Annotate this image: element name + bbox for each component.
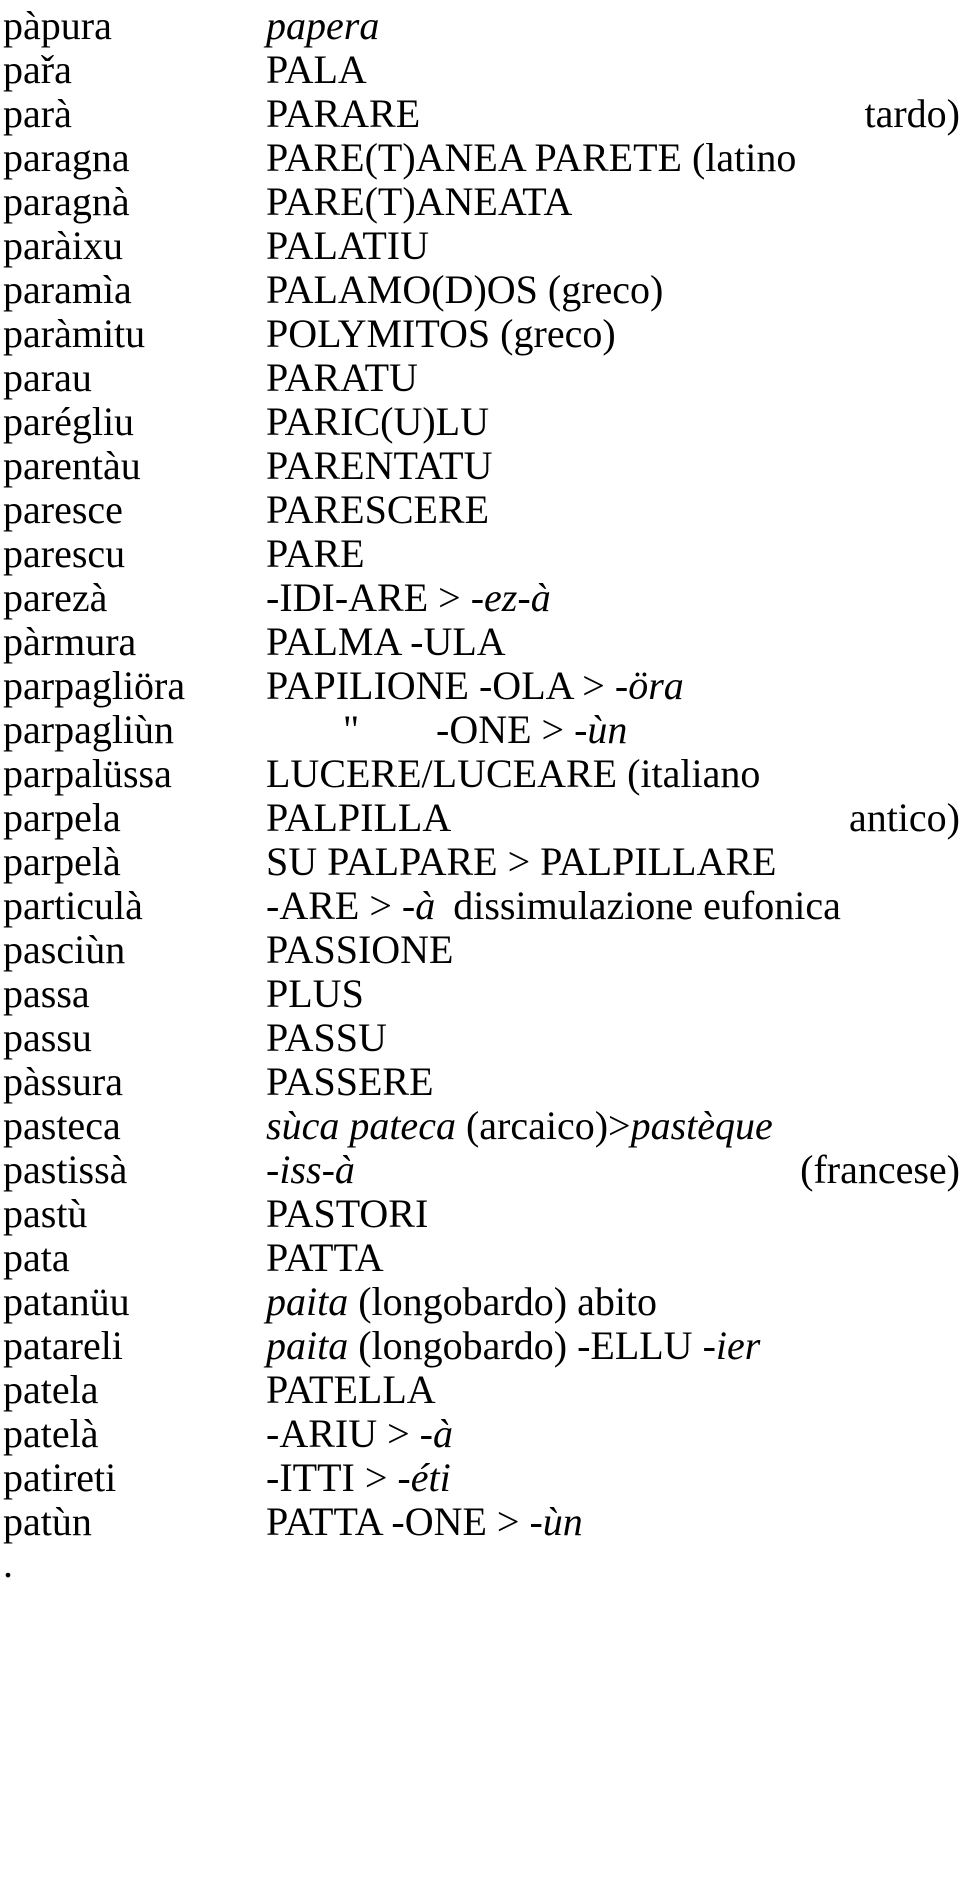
entry-word: parezà (3, 575, 108, 620)
entry-note: tardo) (864, 91, 960, 136)
etymology-segment: PALA (266, 47, 367, 92)
etymology-segment: PARE(T)ANEA PARETE (latino (266, 135, 797, 180)
entry-word: pata (3, 1235, 70, 1280)
entry-word: patùn (3, 1499, 92, 1544)
etymology-segment: (arcaico)> (455, 1103, 631, 1148)
entry-word: paramìa (3, 267, 132, 312)
etymology-segment: -ONE > (436, 707, 575, 752)
etymology-segment: PALAMO(D)OS (greco) (266, 267, 664, 312)
entry-word: paragna (3, 135, 130, 180)
etymology-segment: PARATU (266, 355, 418, 400)
etymology-italic-segment: papera (266, 3, 380, 48)
etymology-segment: (longobardo) abito (348, 1279, 658, 1324)
entry-word: pasteca (3, 1103, 121, 1148)
entry-word: pàssura (3, 1059, 123, 1104)
etymology-segment: dissimulazione eufonica (453, 883, 841, 928)
entry-word: particulà (3, 883, 143, 928)
entry-word: patanüu (3, 1279, 130, 1324)
etymology-segment: PAPILIONE -OLA > (266, 663, 615, 708)
etymology-segment: PARARE (266, 91, 421, 136)
etymology-segment: SU PALPARE > PALPILLARE (266, 839, 777, 884)
etymology-segment: PARESCERE (266, 487, 490, 532)
entry-word: pastù (3, 1191, 88, 1236)
etymology-segment: PASSIONE (266, 927, 454, 972)
entry-note: antico) (848, 795, 960, 840)
etymology-segment: POLYMITOS (greco) (266, 311, 616, 356)
entry-word: patela (3, 1367, 99, 1412)
entry-word: parà (3, 91, 72, 136)
etymology-segment: PARENTATU (266, 443, 493, 488)
entry-word: parégliu (3, 399, 135, 444)
etymology-segment: PLUS (266, 971, 364, 1016)
etymology-italic-segment: -ùn (529, 1499, 583, 1544)
entry-word: parpagliùn (3, 707, 175, 752)
etymology-segment: PALMA -ULA (266, 619, 506, 664)
etymology-segment: PATTA -ONE > (266, 1499, 530, 1544)
entry-word: parpagliöra (3, 663, 186, 708)
entry-word: parau (3, 355, 92, 400)
etymology-italic-segment: -öra (614, 663, 684, 708)
entry-word: parentàu (3, 443, 141, 488)
etymology-italic-segment: -iss-à (266, 1147, 355, 1192)
entry-word: paràmitu (3, 311, 146, 356)
etymology-italic-segment: paita (266, 1323, 349, 1368)
etymology-segment: (longobardo) -ELLU (348, 1323, 703, 1368)
etymology-segment: PASTORI (266, 1191, 429, 1236)
entry-etymology (266, 1496, 583, 1548)
etymology-segment: -ITTI > (266, 1455, 398, 1500)
entry-word: paràixu (3, 223, 123, 268)
etymology-segment: PALATIU (266, 223, 429, 268)
entry-word: pàrmura (3, 619, 137, 664)
etymology-italic-segment: -à (401, 883, 436, 928)
etymology-italic-segment: -ier (702, 1323, 761, 1368)
entry-word: pàpura (3, 3, 112, 48)
entry-word: patelà (3, 1411, 99, 1456)
entry-row (0, 1496, 970, 1548)
etymology-segment: PALPILLA (266, 795, 452, 840)
etymology-segment: PARE(T)ANEATA (266, 179, 573, 224)
entry-word: passu (3, 1015, 92, 1060)
entry-word: parpelà (3, 839, 121, 884)
etymology-italic-segment: sùca pateca (266, 1103, 456, 1148)
etymology-segment: PATELLA (266, 1367, 436, 1412)
entry-word: pasciùn (3, 927, 126, 972)
etymology-segment: LUCERE/LUCEARE (italiano (266, 751, 761, 796)
etymology-segment: -IDI-ARE > (266, 575, 471, 620)
entry-word: patareli (3, 1323, 123, 1368)
entry-word: parescu (3, 531, 126, 576)
etymology-segment: -ARIU > (266, 1411, 420, 1456)
entry-word: paragnà (3, 179, 130, 224)
etymology-segment: PATTA (266, 1235, 384, 1280)
entry-word: pastissà (3, 1147, 128, 1192)
etymology-segment: " (342, 707, 360, 752)
etymology-segment: PARE (266, 531, 365, 576)
trailing-mark: . (3, 1541, 13, 1586)
entry-word: parpalüssa (3, 751, 172, 796)
etymology-italic-segment: -éti (397, 1455, 451, 1500)
etymology-segment: PASSU (266, 1015, 387, 1060)
etymology-segment: PARIC(U)LU (266, 399, 489, 444)
entry-word: passa (3, 971, 90, 1016)
etymology-segment: -ARE > (266, 883, 402, 928)
etymology-italic-segment: -ez-à (470, 575, 551, 620)
entry-word: pařa (3, 47, 72, 92)
etymology-italic-segment: paita (266, 1279, 349, 1324)
etymology-italic-segment: -à (419, 1411, 453, 1456)
entry-note: (francese) (800, 1147, 960, 1192)
etymology-italic-segment: -ùn (574, 707, 628, 752)
entry-word: patireti (3, 1455, 117, 1500)
entry-word: parpela (3, 795, 121, 840)
etymology-segment: PASSERE (266, 1059, 434, 1104)
entry-word: paresce (3, 487, 123, 532)
etymology-italic-segment: pastèque (630, 1103, 773, 1148)
